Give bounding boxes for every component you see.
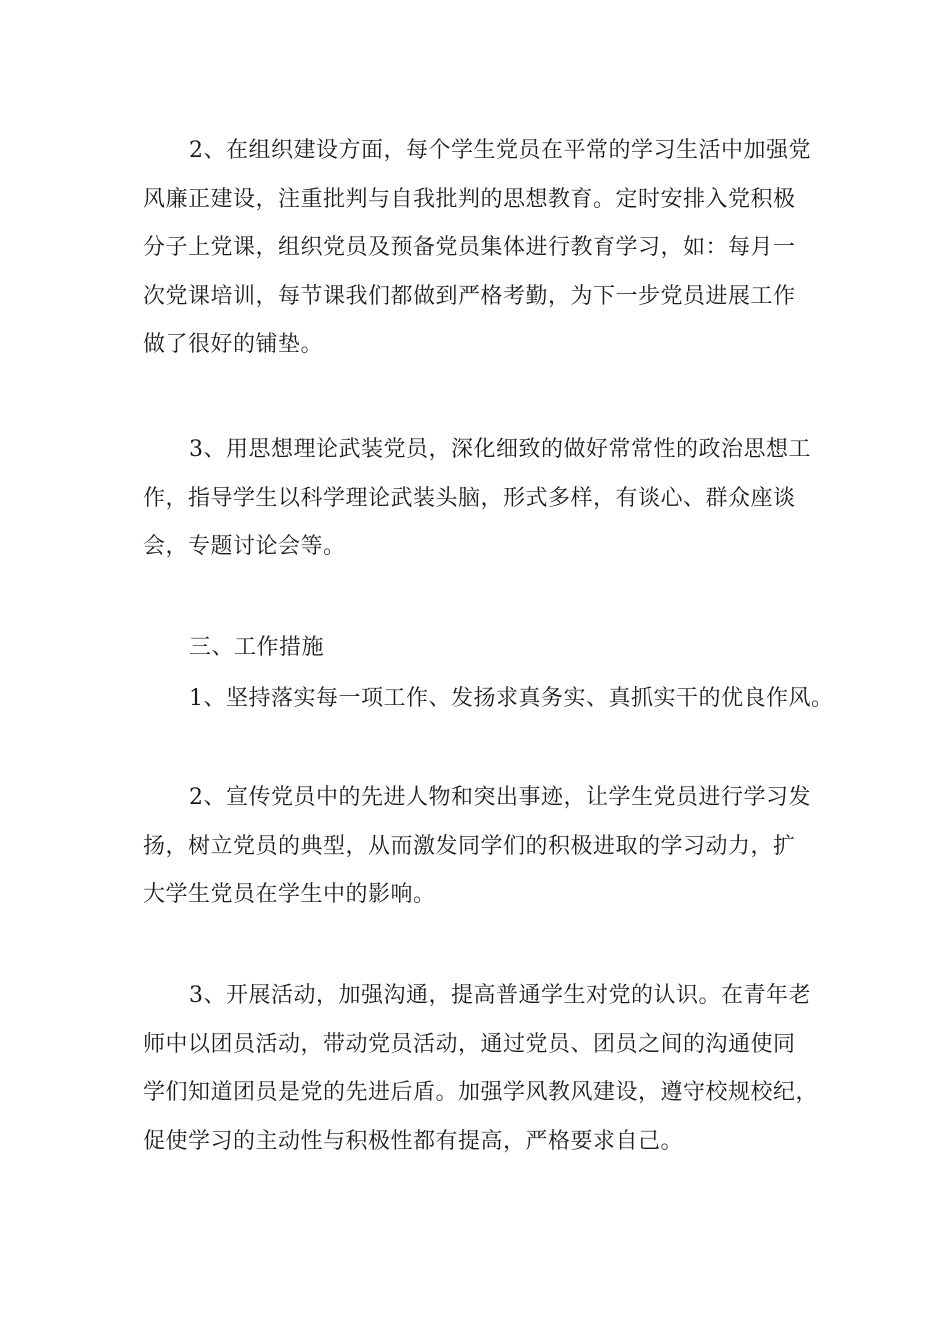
text-line: 促使学习的主动性与积极性都有提高，严格要求自己。 <box>143 1128 684 1154</box>
text-line: 风廉正建设，注重批判与自我批判的思想教育。定时安排入党积极 <box>143 186 796 212</box>
text-line: 作，指导学生以科学理论武装头脑，形式多样，有谈心、群众座谈 <box>143 485 796 511</box>
text-line: 次党课培训，每节课我们都做到严格考勤，为下一步党员进展工作 <box>143 283 796 309</box>
text-line: 3、开展活动，加强沟通，提高普通学生对党的认识。在青年老 <box>189 983 811 1008</box>
text-line: 师中以团员活动，带动党员活动，通过党员、团员之间的沟通使同 <box>143 1031 796 1057</box>
text-line: 分子上党课，组织党员及预备党员集体进行教育学习，如：每月一 <box>143 235 796 260</box>
paragraph-measure-3 <box>143 972 823 1166</box>
paragraph-organization-building <box>143 127 823 370</box>
text-line: 1、坚持落实每一项工作、发扬求真务实、真抓实干的优良作风。 <box>189 686 834 711</box>
text-line: 会，专题讨论会等。 <box>143 534 346 559</box>
text-line: 扬，树立党员的典型，从而激发同学们的积极进取的学习动力，扩 <box>143 833 796 859</box>
paragraph-measure-1 <box>143 675 834 724</box>
text-line: 2、在组织建设方面，每个学生党员在平常的学习生活中加强党 <box>189 138 811 163</box>
text-line: 学们知道团员是党的先进后盾。加强学风教风建设，遵守校规校纪， <box>143 1080 819 1105</box>
section-heading: 三、工作措施 <box>189 635 325 660</box>
text-line: 2、宣传党员中的先进人物和突出事迹，让学生党员进行学习发 <box>189 785 811 810</box>
text-line: 3、用思想理论武装党员，深化细致的做好常常性的政治思想工 <box>189 437 811 462</box>
paragraph-theory-arming <box>143 426 823 572</box>
text-line: 大学生党员在学生中的影响。 <box>143 882 436 907</box>
paragraph-measure-2 <box>143 774 823 920</box>
text-line: 做了很好的铺垫。 <box>143 332 324 357</box>
